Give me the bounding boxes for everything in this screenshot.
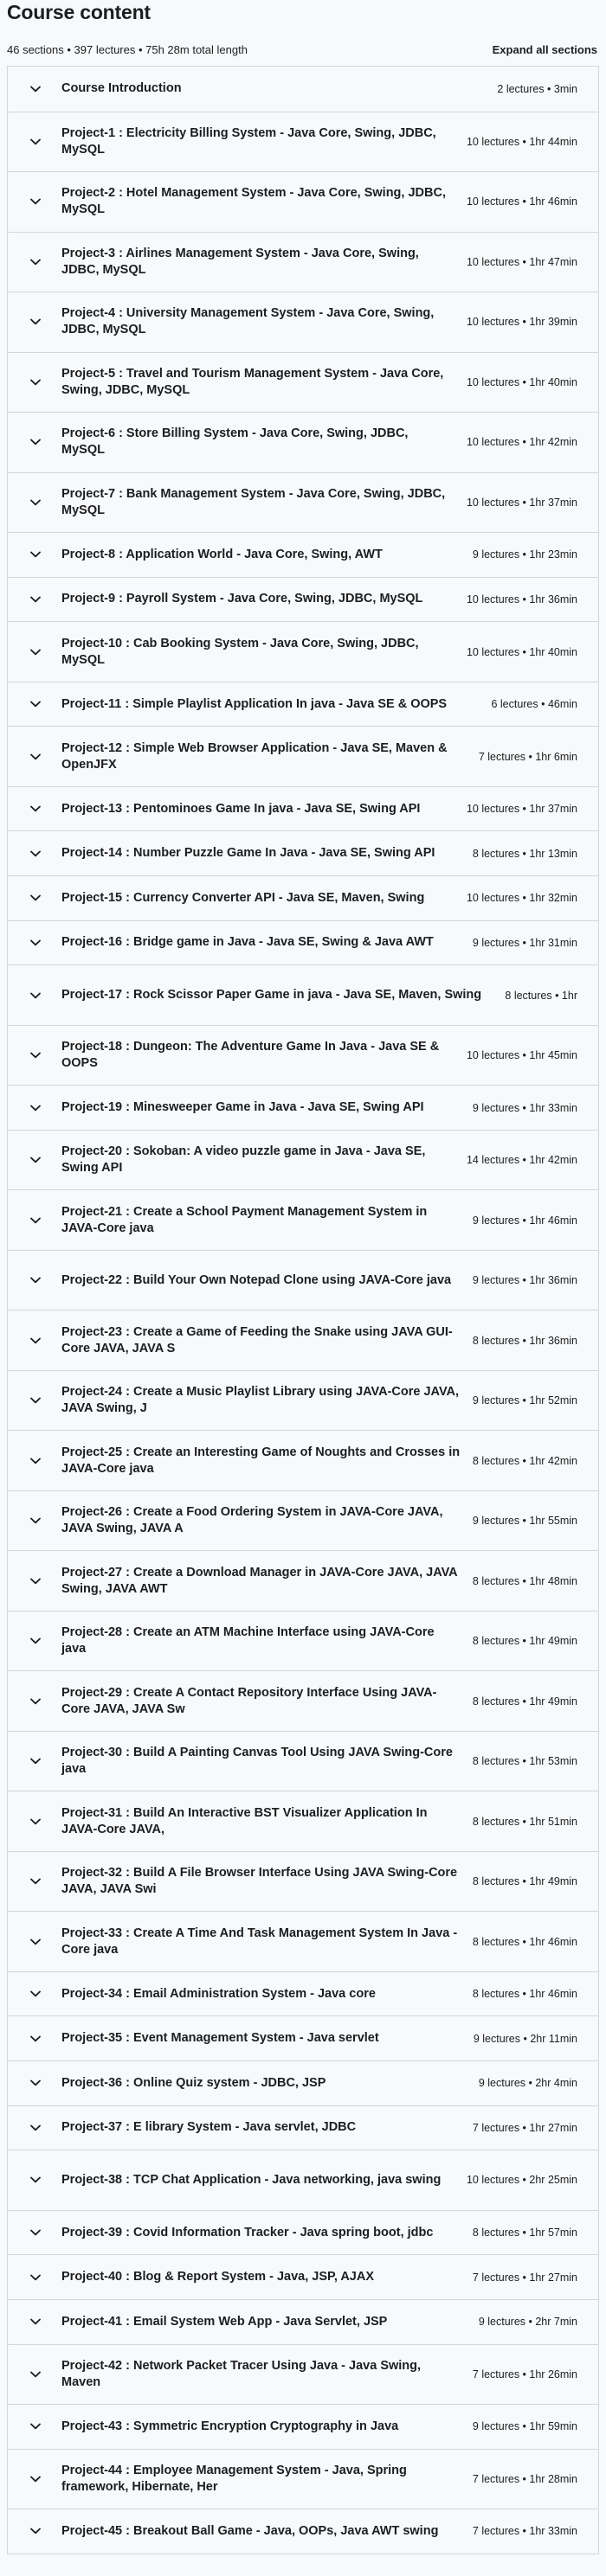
section-row[interactable] (8, 292, 598, 352)
section-row[interactable] (8, 830, 598, 875)
section-info: 10 lectures • 1hr 47min (466, 255, 577, 268)
section-info: 7 lectures • 1hr 26min (472, 2368, 577, 2381)
section-title: Project-19 : Minesweeper Game in Java - Java SE, Swing API (61, 1100, 424, 1115)
section-title: Project-4 : University Management System - Java Core, Swing, JDBC, MySQL (61, 306, 435, 337)
section-info: 8 lectures • 1hr 48min (472, 1574, 577, 1587)
section-title: Project-45 : Breakout Ball Game - Java, OOPs, Java AWT swing (61, 2523, 439, 2538)
section-row[interactable] (8, 2015, 598, 2060)
section-title: Project-22 : Build Your Own Notepad Clone using JAVA-Core java (61, 1272, 452, 1287)
section-row[interactable] (8, 2150, 598, 2210)
chevron-down-icon (29, 936, 42, 950)
section-info: 9 lectures • 2hr 11min (473, 2032, 577, 2045)
chevron-down-icon (29, 1815, 42, 1829)
section-row[interactable] (8, 1250, 598, 1310)
section-title: Project-9 : Payroll System - Java Core, Swing, JDBC, MySQL (61, 592, 423, 606)
section-title: Project-18 : Dungeon: The Adventure Game In Java - Java SE & OOPS (61, 1040, 440, 1070)
section-info: 7 lectures • 1hr 6min (478, 750, 577, 763)
chevron-down-icon (29, 1514, 42, 1528)
section-info: 9 lectures • 2hr 4min (478, 2077, 577, 2090)
section-title: Project-10 : Cab Booking System - Java Core, Swing, JDBC, MySQL (61, 636, 419, 667)
section-info: 8 lectures • 1hr 49min (472, 1635, 577, 1648)
chevron-down-icon (29, 1874, 42, 1888)
section-row[interactable] (8, 1791, 598, 1851)
section-row[interactable] (8, 1085, 598, 1130)
section-info: 10 lectures • 1hr 44min (466, 135, 577, 148)
section-info: 9 lectures • 1hr 59min (472, 2420, 577, 2433)
section-info: 8 lectures • 1hr 46min (472, 1988, 577, 2001)
section-row[interactable] (8, 412, 598, 472)
section-title: Project-2 : Hotel Management System - Java Core, Swing, JDBC, MySQL (61, 186, 446, 217)
section-info: 10 lectures • 1hr 46min (466, 195, 577, 208)
section-info: 9 lectures • 1hr 46min (472, 1214, 577, 1227)
chevron-down-icon (29, 847, 42, 861)
chevron-down-icon (29, 2472, 42, 2486)
section-title: Project-15 : Currency Converter API - Java SE, Maven, Swing (61, 890, 425, 905)
section-info: 8 lectures • 1hr 51min (472, 1815, 577, 1828)
section-info: 8 lectures • 1hr 46min (472, 1935, 577, 1948)
section-info: 9 lectures • 1hr 31min (472, 936, 577, 949)
section-info: 2 lectures • 3min (497, 82, 577, 95)
section-info: 8 lectures • 1hr 49min (472, 1695, 577, 1708)
chevron-down-icon (29, 593, 42, 606)
chevron-down-icon (29, 1394, 42, 1407)
chevron-down-icon (29, 548, 42, 561)
section-title: Project-12 : Simple Web Browser Application - Java SE, Maven & OpenJFX (61, 740, 448, 772)
section-info: 9 lectures • 1hr 23min (472, 548, 577, 561)
section-info: 9 lectures • 1hr 36min (472, 1274, 577, 1287)
section-title: Project-6 : Store Billing System - Java Core, Swing, JDBC, MySQL (61, 426, 409, 458)
chevron-down-icon (29, 750, 42, 764)
section-row[interactable] (8, 1731, 598, 1791)
section-row[interactable] (8, 920, 598, 965)
section-row[interactable] (8, 2404, 598, 2449)
section-title: Project-17 : Rock Scissor Paper Game in java - Java SE, Maven, Swing (61, 988, 482, 1002)
section-title: Project-39 : Covid Information Tracker - Java spring boot, jdbc (61, 2225, 434, 2240)
sections-list (7, 66, 599, 2554)
section-title: Project-27 : Create a Download Manager in JAVA-Core JAVA, JAVA Swing, JAVA AWT (61, 1565, 458, 1596)
section-title: Project-21 : Create a School Payment Management System in JAVA-Core java (61, 1204, 428, 1235)
section-title: Project-43 : Symmetric Encryption Cryptography in Java (61, 2419, 399, 2433)
section-title: Project-35 : Event Management System - Java servlet (61, 2031, 379, 2046)
chevron-down-icon (29, 1334, 42, 1348)
chevron-down-icon (29, 1754, 42, 1768)
chevron-down-icon (29, 2368, 42, 2381)
section-row[interactable] (8, 577, 598, 622)
section-info: 14 lectures • 1hr 42min (466, 1154, 577, 1167)
section-info: 8 lectures • 1hr 53min (472, 1755, 577, 1768)
section-info: 7 lectures • 1hr 28min (472, 2472, 577, 2485)
section-row[interactable] (8, 2254, 598, 2299)
section-row[interactable] (8, 1550, 598, 1611)
section-title: Project-3 : Airlines Management System - Java Core, Swing, JDBC, MySQL (61, 246, 419, 277)
section-row[interactable] (8, 472, 598, 533)
section-info: 8 lectures • 1hr 49min (472, 1875, 577, 1888)
section-title: Project-31 : Build An Interactive BST Visualizer Application In JAVA-Core JAVA, (61, 1805, 428, 1836)
section-row[interactable] (8, 1025, 598, 1086)
section-row[interactable] (8, 532, 598, 577)
section-title: Project-26 : Create a Food Ordering System in JAVA-Core JAVA, JAVA Swing, JAVA A (61, 1505, 443, 1536)
section-title: Project-38 : TCP Chat Application - Java networking, java swing (61, 2172, 442, 2187)
chevron-down-icon (29, 315, 42, 329)
chevron-down-icon (29, 1634, 42, 1648)
chevron-down-icon (29, 1048, 42, 1062)
section-row[interactable] (8, 726, 598, 786)
section-row[interactable] (8, 2449, 598, 2509)
section-title: Project-28 : Create an ATM Machine Interface using JAVA-Core java (61, 1625, 435, 1656)
section-title: Project-37 : E library System - Java servlet, JDBC (61, 2120, 357, 2135)
section-row[interactable] (8, 2210, 598, 2255)
section-row[interactable] (8, 352, 598, 413)
chevron-down-icon (29, 496, 42, 509)
section-title: Project-29 : Create A Contact Repository Interface Using JAVA-Core JAVA, JAVA Sw (61, 1685, 437, 1716)
chevron-down-icon (29, 2226, 42, 2240)
chevron-down-icon (29, 255, 42, 269)
section-info: 10 lectures • 1hr 37min (466, 803, 577, 816)
section-row[interactable] (8, 1310, 598, 1370)
chevron-down-icon (29, 1214, 42, 1227)
section-info: 7 lectures • 1hr 27min (472, 2121, 577, 2134)
chevron-down-icon (29, 1987, 42, 2001)
section-info: 10 lectures • 2hr 25min (466, 2174, 577, 2187)
chevron-down-icon (29, 375, 42, 389)
section-info: 8 lectures • 1hr 57min (472, 2227, 577, 2240)
section-info: 9 lectures • 2hr 7min (478, 2316, 577, 2329)
course-summary: 46 sections • 397 lectures • 75h 28m total length (7, 42, 248, 56)
section-title: Project-11 : Simple Playlist Application In java - Java SE & OOPS (61, 696, 448, 711)
section-info: 10 lectures • 1hr 32min (466, 892, 577, 905)
chevron-down-icon (29, 2121, 42, 2135)
section-row[interactable] (8, 67, 598, 112)
section-row[interactable] (8, 2105, 598, 2150)
course-summary-row (7, 33, 599, 66)
section-title: Project-13 : Pentominoes Game In java - Java SE, Swing API (61, 801, 421, 816)
chevron-down-icon (29, 645, 42, 659)
chevron-down-icon (29, 2173, 42, 2187)
section-title: Project-40 : Blog & Report System - Java, JSP, AJAX (61, 2270, 375, 2284)
chevron-down-icon (29, 2271, 42, 2284)
section-info: 9 lectures • 1hr 52min (472, 1394, 577, 1407)
section-row[interactable] (8, 875, 598, 920)
section-row[interactable] (8, 2060, 598, 2105)
section-title: Project-7 : Bank Management System - Java Core, Swing, JDBC, MySQL (61, 486, 446, 517)
page-title: Course content (7, 1, 151, 23)
chevron-down-icon (29, 2076, 42, 2090)
chevron-down-icon (29, 2524, 42, 2538)
chevron-down-icon (29, 2419, 42, 2433)
expand-all-button[interactable]: Expand all sections (492, 42, 597, 56)
chevron-down-icon (29, 802, 42, 816)
section-row[interactable] (8, 2299, 598, 2344)
chevron-down-icon (29, 1153, 42, 1167)
section-row[interactable] (8, 1130, 598, 1190)
section-info: 10 lectures • 1hr 37min (466, 496, 577, 509)
section-info: 8 lectures • 1hr 36min (472, 1334, 577, 1347)
section-info: 9 lectures • 1hr 55min (472, 1515, 577, 1528)
chevron-down-icon (29, 891, 42, 905)
section-row[interactable] (8, 1670, 598, 1731)
section-title: Project-33 : Create A Time And Task Management System In Java -Core java (61, 1926, 458, 1957)
section-title: Project-30 : Build A Painting Canvas Tool Using JAVA Swing-Core java (61, 1746, 453, 1777)
chevron-down-icon (29, 697, 42, 711)
section-title: Project-41 : Email System Web App - Java Servlet, JSP (61, 2314, 388, 2329)
section-row[interactable] (8, 1851, 598, 1912)
chevron-down-icon (29, 989, 42, 1003)
section-title: Project-5 : Travel and Tourism Management System - Java Core, Swing, JDBC, MySQL (61, 366, 444, 397)
chevron-down-icon (29, 1454, 42, 1468)
section-info: 10 lectures • 1hr 39min (466, 316, 577, 329)
section-title: Project-24 : Create a Music Playlist Library using JAVA-Core JAVA, JAVA Swing, J (61, 1385, 460, 1416)
section-title: Project-14 : Number Puzzle Game In Java - Java SE, Swing API (61, 846, 435, 861)
chevron-down-icon (29, 1101, 42, 1115)
section-title: Project-1 : Electricity Billing System - Java Core, Swing, JDBC, MySQL (61, 125, 436, 157)
section-row[interactable] (8, 112, 598, 172)
section-row[interactable] (8, 1430, 598, 1490)
chevron-down-icon (29, 1935, 42, 1949)
section-row[interactable] (8, 1611, 598, 1671)
section-title: Project-25 : Create an Interesting Game of Noughts and Crosses in JAVA-Core java (61, 1445, 461, 1476)
section-row[interactable] (8, 786, 598, 831)
section-info: 10 lectures • 1hr 45min (466, 1049, 577, 1061)
section-title: Course Introduction (61, 81, 182, 96)
section-row[interactable] (8, 621, 598, 682)
section-info: 10 lectures • 1hr 42min (466, 436, 577, 449)
chevron-down-icon (29, 435, 42, 449)
chevron-down-icon (29, 2315, 42, 2329)
section-info: 10 lectures • 1hr 40min (466, 375, 577, 388)
chevron-down-icon (29, 1574, 42, 1588)
section-row[interactable] (8, 2509, 598, 2554)
section-row[interactable] (8, 171, 598, 232)
section-row[interactable] (8, 682, 598, 727)
section-title: Project-32 : Build A File Browser Interface Using JAVA Swing-Core JAVA, JAVA Swi (61, 1866, 458, 1897)
section-info: 10 lectures • 1hr 40min (466, 645, 577, 658)
section-info: 7 lectures • 1hr 27min (472, 2271, 577, 2284)
section-info: 10 lectures • 1hr 36min (466, 593, 577, 606)
chevron-down-icon (29, 1695, 42, 1708)
section-row[interactable] (8, 964, 598, 1025)
section-row[interactable] (8, 2344, 598, 2405)
section-row[interactable] (8, 1189, 598, 1250)
section-title: Project-34 : Email Administration System - Java core (61, 1986, 376, 2001)
section-row[interactable] (8, 1490, 598, 1551)
section-title: Project-16 : Bridge game in Java - Java SE, Swing & Java AWT (61, 935, 434, 950)
section-title: Project-42 : Network Packet Tracer Using Java - Java Swing, Maven (61, 2358, 422, 2389)
section-title: Project-23 : Create a Game of Feeding the Snake using JAVA GUI-Core JAVA, JAVA S (61, 1324, 453, 1355)
section-info: 7 lectures • 1hr 33min (472, 2525, 577, 2538)
chevron-down-icon (29, 2032, 42, 2046)
section-info: 9 lectures • 1hr 33min (472, 1101, 577, 1114)
section-row[interactable] (8, 1971, 598, 2016)
section-info: 8 lectures • 1hr 13min (472, 847, 577, 860)
section-info: 6 lectures • 46min (491, 698, 577, 711)
chevron-down-icon (29, 82, 42, 96)
section-title: Project-44 : Employee Management System - Java, Spring framework, Hibernate, Her (61, 2463, 407, 2494)
section-row[interactable] (8, 1370, 598, 1431)
section-title: Project-20 : Sokoban: A video puzzle game in Java - Java SE, Swing API (61, 1144, 426, 1176)
chevron-down-icon (29, 195, 42, 208)
section-title: Project-8 : Application World - Java Core, Swing, AWT (61, 547, 383, 561)
chevron-down-icon (29, 135, 42, 149)
section-row[interactable] (8, 1911, 598, 1971)
section-info: 8 lectures • 1hr 42min (472, 1454, 577, 1467)
section-row[interactable] (8, 232, 598, 292)
section-info: 8 lectures • 1hr (505, 989, 577, 1002)
chevron-down-icon (29, 1273, 42, 1287)
section-title: Project-36 : Online Quiz system - JDBC, JSP (61, 2075, 326, 2090)
